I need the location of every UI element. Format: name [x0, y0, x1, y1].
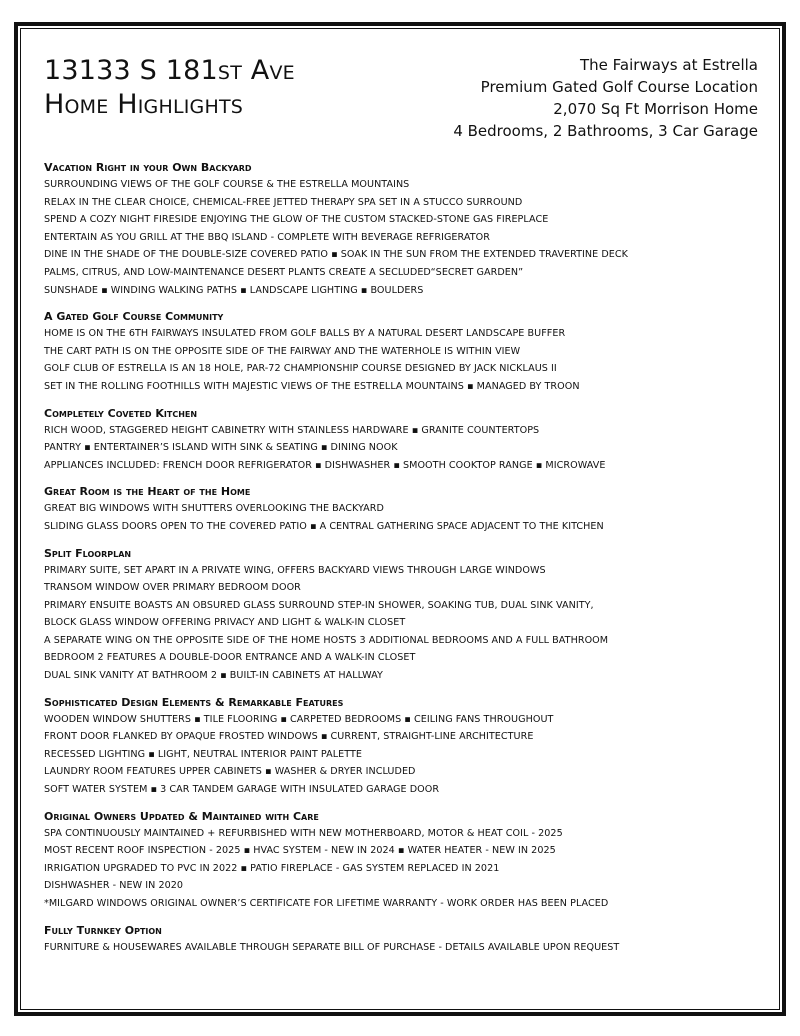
section-line: GREAT BIG WINDOWS WITH SHUTTERS OVERLOOKING THE BACKYARD [44, 503, 384, 515]
section-line: PALMS, CITRUS, AND LOW-MAINTENANCE DESERT PLANTS CREATE A SECLUDED“SECRET GARDEN” [44, 266, 524, 278]
section-line: FRONT DOOR FLANKED BY OPAQUE FROSTED WINDOWS ▪ CURRENT, STRAIGHT-LINE ARCHITECTURE [44, 731, 534, 743]
summary-line: 4 Bedrooms, 2 Bathrooms, 3 Car Garage [453, 122, 758, 140]
section-heading: A Gated Golf Course Community [44, 310, 224, 324]
section-turnkey [44, 923, 758, 957]
section-line: DISHWASHER - NEW IN 2020 [44, 880, 184, 892]
summary-line: 2,070 Sq Ft Morrison Home [553, 100, 758, 118]
section-line: MOST RECENT ROOF INSPECTION - 2025 ▪ HVAC SYSTEM - NEW IN 2024 ▪ WATER HEATER - NEW IN 2025 [44, 845, 556, 857]
flyer-content [44, 50, 758, 956]
section-heading: Vacation Right in your Own Backyard [44, 161, 252, 174]
section-line: RELAX IN THE CLEAR CHOICE, CHEMICAL-FREE JETTED THERAPY SPA SET IN A STUCCO SURROUND [44, 196, 523, 208]
section-line: GOLF CLUB OF ESTRELLA IS AN 18 HOLE, PAR-72 CHAMPIONSHIP COURSE DESIGNED BY JACK NICKLAUS II [44, 363, 557, 375]
section-line: SURROUNDING VIEWS OF THE GOLF COURSE & THE ESTRELLA MOUNTAINS [44, 179, 410, 190]
section-floorplan [44, 546, 758, 685]
section-line: SPA CONTINUOUSLY MAINTAINED + REFURBISHED WITH NEW MOTHERBOARD, MOTOR & HEAT COIL - 2025 [44, 827, 563, 839]
section-line: IRRIGATION UPGRADED TO PVC IN 2022 ▪ PATIO FIREPLACE - GAS SYSTEM REPLACED IN 2021 [44, 862, 500, 874]
title-address: 13133 S 181st Ave [44, 55, 295, 86]
section-heading: Completely Coveted Kitchen [44, 406, 198, 420]
section-line: BLOCK GLASS WINDOW OFFERING PRIVACY AND LIGHT & WALK-IN CLOSET [44, 617, 406, 629]
section-line: APPLIANCES INCLUDED: FRENCH DOOR REFRIGERATOR ▪ DISHWASHER ▪ SMOOTH COOKTOP RANGE ▪ MICROWAVE [44, 459, 606, 471]
summary-line: Premium Gated Golf Course Location [480, 78, 758, 96]
section-heading: Split Floorplan [44, 546, 132, 560]
section-line: PRIMARY SUITE, SET APART IN A PRIVATE WING, OFFERS BACKYARD VIEWS THROUGH LARGE WINDOWS [44, 564, 546, 576]
section-vacation [44, 160, 758, 299]
section-line: *MILGARD WINDOWS ORIGINAL OWNER’S CERTIFICATE FOR LIFETIME WARRANTY - WORK ORDER HAS BEEN PLACED [44, 898, 609, 909]
title-subtitle: Home Highlights [44, 89, 244, 120]
section-line: HOME IS ON THE 6TH FAIRWAYS INSULATED FROM GOLF BALLS BY A NATURAL DESERT LANDSCAPE BUFFER [44, 328, 566, 340]
section-line: TRANSOM WINDOW OVER PRIMARY BEDROOM DOOR [44, 582, 301, 594]
section-line: SLIDING GLASS DOORS OPEN TO THE COVERED PATIO ▪ A CENTRAL GATHERING SPACE ADJACENT TO THE KITCHEN [44, 520, 604, 532]
section-line: SET IN THE ROLLING FOOTHILLS WITH MAJESTIC VIEWS OF THE ESTRELLA MOUNTAINS ▪ MANAGED BY TROON [44, 380, 580, 392]
section-line: RECESSED LIGHTING ▪ LIGHT, NEUTRAL INTERIOR PAINT PALETTE [44, 748, 362, 760]
section-line: DUAL SINK VANITY AT BATHROOM 2 ▪ BUILT-IN CABINETS AT HALLWAY [44, 670, 383, 682]
section-line: DINE IN THE SHADE OF THE DOUBLE-SIZE COVERED PATIO ▪ SOAK IN THE SUN FROM THE EXTENDED TRAVERTINE DECK [44, 249, 628, 261]
section-line: SOFT WATER SYSTEM ▪ 3 CAR TANDEM GARAGE WITH INSULATED GARAGE DOOR [44, 784, 440, 796]
section-line: ENTERTAIN AS YOU GRILL AT THE BBQ ISLAND - COMPLETE WITH BEVERAGE REFRIGERATOR [44, 231, 490, 243]
section-line: PANTRY ▪ ENTERTAINER’S ISLAND WITH SINK & SEATING ▪ DINING NOOK [44, 442, 398, 454]
section-heading: Fully Turnkey Option [44, 923, 162, 937]
section-updates [44, 809, 758, 913]
section-line: SUNSHADE ▪ WINDING WALKING PATHS ▪ LANDSCAPE LIGHTING ▪ BOULDERS [44, 284, 424, 296]
section-heading: Sophisticated Design Elements & Remarkable Features [44, 695, 344, 709]
section-great-room [44, 484, 758, 535]
section-line: A SEPARATE WING ON THE OPPOSITE SIDE OF THE HOME HOSTS 3 ADDITIONAL BEDROOMS AND A FULL BATHROOM [44, 634, 609, 646]
flyer-header [44, 50, 758, 150]
property-summary [453, 54, 758, 142]
section-line: FURNITURE & HOUSEWARES AVAILABLE THROUGH SEPARATE BILL OF PURCHASE - DETAILS AVAILABLE UPON REQUEST [44, 941, 620, 953]
section-heading: Great Room is the Heart of the Home [44, 485, 251, 499]
section-line: LAUNDRY ROOM FEATURES UPPER CABINETS ▪ WASHER & DRYER INCLUDED [44, 766, 416, 778]
section-line: PRIMARY ENSUITE BOASTS AN OBSURED GLASS SURROUND STEP-IN SHOWER, SOAKING TUB, DUAL SINK VANITY, [44, 599, 594, 611]
section-line: RICH WOOD, STAGGERED HEIGHT CABINETRY WITH STAINLESS HARDWARE ▪ GRANITE COUNTERTOPS [44, 424, 540, 436]
section-kitchen [44, 406, 758, 475]
section-line: BEDROOM 2 FEATURES A DOUBLE-DOOR ENTRANCE AND A WALK-IN CLOSET [44, 652, 416, 664]
section-line: SPEND A COZY NIGHT FIRESIDE ENJOYING THE GLOW OF THE CUSTOM STACKED-STONE GAS FIREPLACE [44, 214, 549, 226]
page-title [44, 54, 295, 122]
section-heading: Original Owners Updated & Maintained with Care [44, 809, 319, 823]
section-line: WOODEN WINDOW SHUTTERS ▪ TILE FLOORING ▪ CARPETED BEDROOMS ▪ CEILING FANS THROUGHOUT [44, 713, 554, 725]
summary-line: The Fairways at Estrella [580, 56, 758, 74]
section-design-features [44, 695, 758, 799]
section-line: THE CART PATH IS ON THE OPPOSITE SIDE OF THE FAIRWAY AND THE WATERHOLE IS WITHIN VIEW [44, 345, 521, 357]
section-golf-community [44, 309, 758, 395]
